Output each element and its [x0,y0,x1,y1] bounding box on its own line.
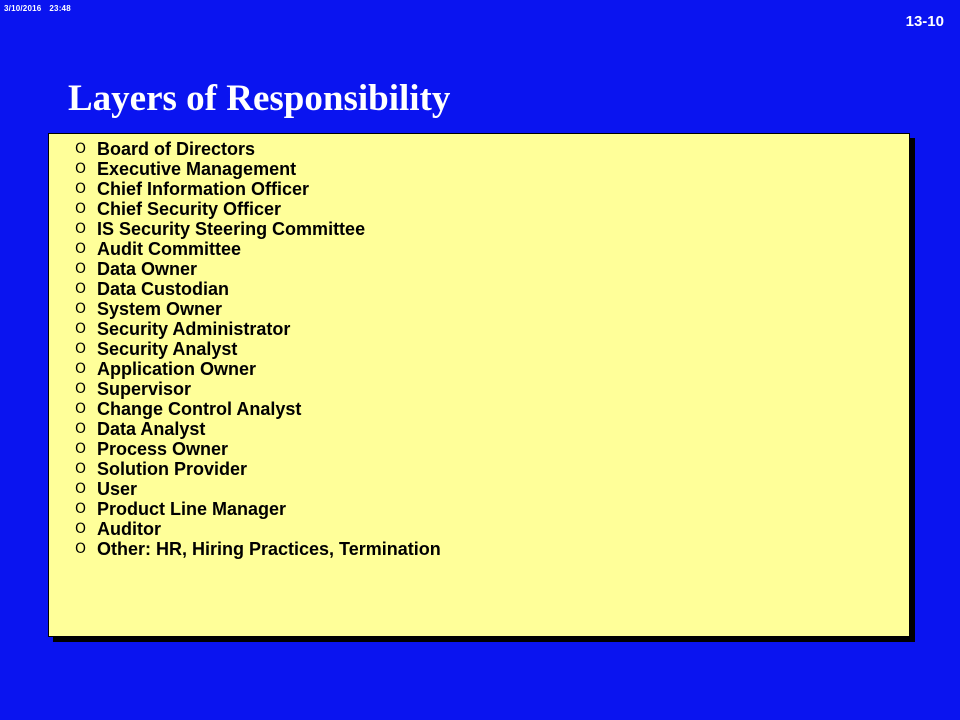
bullet-icon: O [75,221,87,237]
bullet-icon: O [75,321,87,337]
list-item-label: Data Custodian [97,278,230,299]
list-item [75,279,909,299]
time-stamp: 23:48 [49,4,71,13]
timestamp [4,4,71,13]
list-item [75,439,909,459]
list-item [75,519,909,539]
bullet-icon: O [75,261,87,277]
list-item-label: Audit Committee [97,238,241,259]
bullet-icon: O [75,201,87,217]
list-item [75,419,909,439]
list-item-label: IS Security Steering Committee [97,218,366,239]
bullet-icon: O [75,501,87,517]
bullet-icon: O [75,521,87,537]
list-item-label: Data Analyst [97,418,206,439]
list-item [75,339,909,359]
slide-title: Layers of Responsibility [68,78,451,119]
list-item [75,299,909,319]
list-item [75,319,909,339]
list-item-label: Chief Information Officer [97,178,310,199]
list-item-label: Chief Security Officer [97,198,282,219]
list-item [75,379,909,399]
list-item [75,479,909,499]
bullet-icon: O [75,241,87,257]
bullet-icon: O [75,541,87,557]
list-item [75,399,909,419]
list-item [75,459,909,479]
list-item-label: Executive Management [97,158,297,179]
bullet-icon: O [75,481,87,497]
list-item-label: Security Analyst [97,338,238,359]
list-item [75,219,909,239]
bullet-icon: O [75,381,87,397]
bullet-icon: O [75,161,87,177]
bullet-icon: O [75,401,87,417]
list-item-label: Data Owner [97,258,198,279]
bullet-icon: O [75,421,87,437]
list-item [75,259,909,279]
bullet-icon: O [75,461,87,477]
list-item-label: Change Control Analyst [97,398,302,419]
list-item-label: Product Line Manager [97,498,287,519]
bullet-icon: O [75,301,87,317]
list-item-label: Board of Directors [97,138,256,159]
bullet-icon: O [75,341,87,357]
list-item [75,139,909,159]
list-item-label: Other: HR, Hiring Practices, Termination [97,538,441,559]
content-box [48,133,910,637]
list-item [75,359,909,379]
bullet-icon: O [75,141,87,157]
list-item-label: Application Owner [97,358,257,379]
list-item [75,539,909,559]
slide-number: 13-10 [905,13,944,30]
list-item-label: Process Owner [97,438,229,459]
list-item [75,159,909,179]
list-item-label: User [97,478,138,499]
list-item [75,239,909,259]
list-item-label: Security Administrator [97,318,291,339]
list-item [75,499,909,519]
responsibility-list [49,134,909,559]
list-item-label: Auditor [97,518,161,539]
list-item-label: System Owner [97,298,223,319]
list-item-label: Solution Provider [97,458,248,479]
list-item [75,179,909,199]
bullet-icon: O [75,441,87,457]
bullet-icon: O [75,361,87,377]
list-item [75,199,909,219]
date-stamp: 3/10/2016 [4,4,42,13]
bullet-icon: O [75,181,87,197]
list-item-label: Supervisor [97,378,192,399]
bullet-icon: O [75,281,87,297]
